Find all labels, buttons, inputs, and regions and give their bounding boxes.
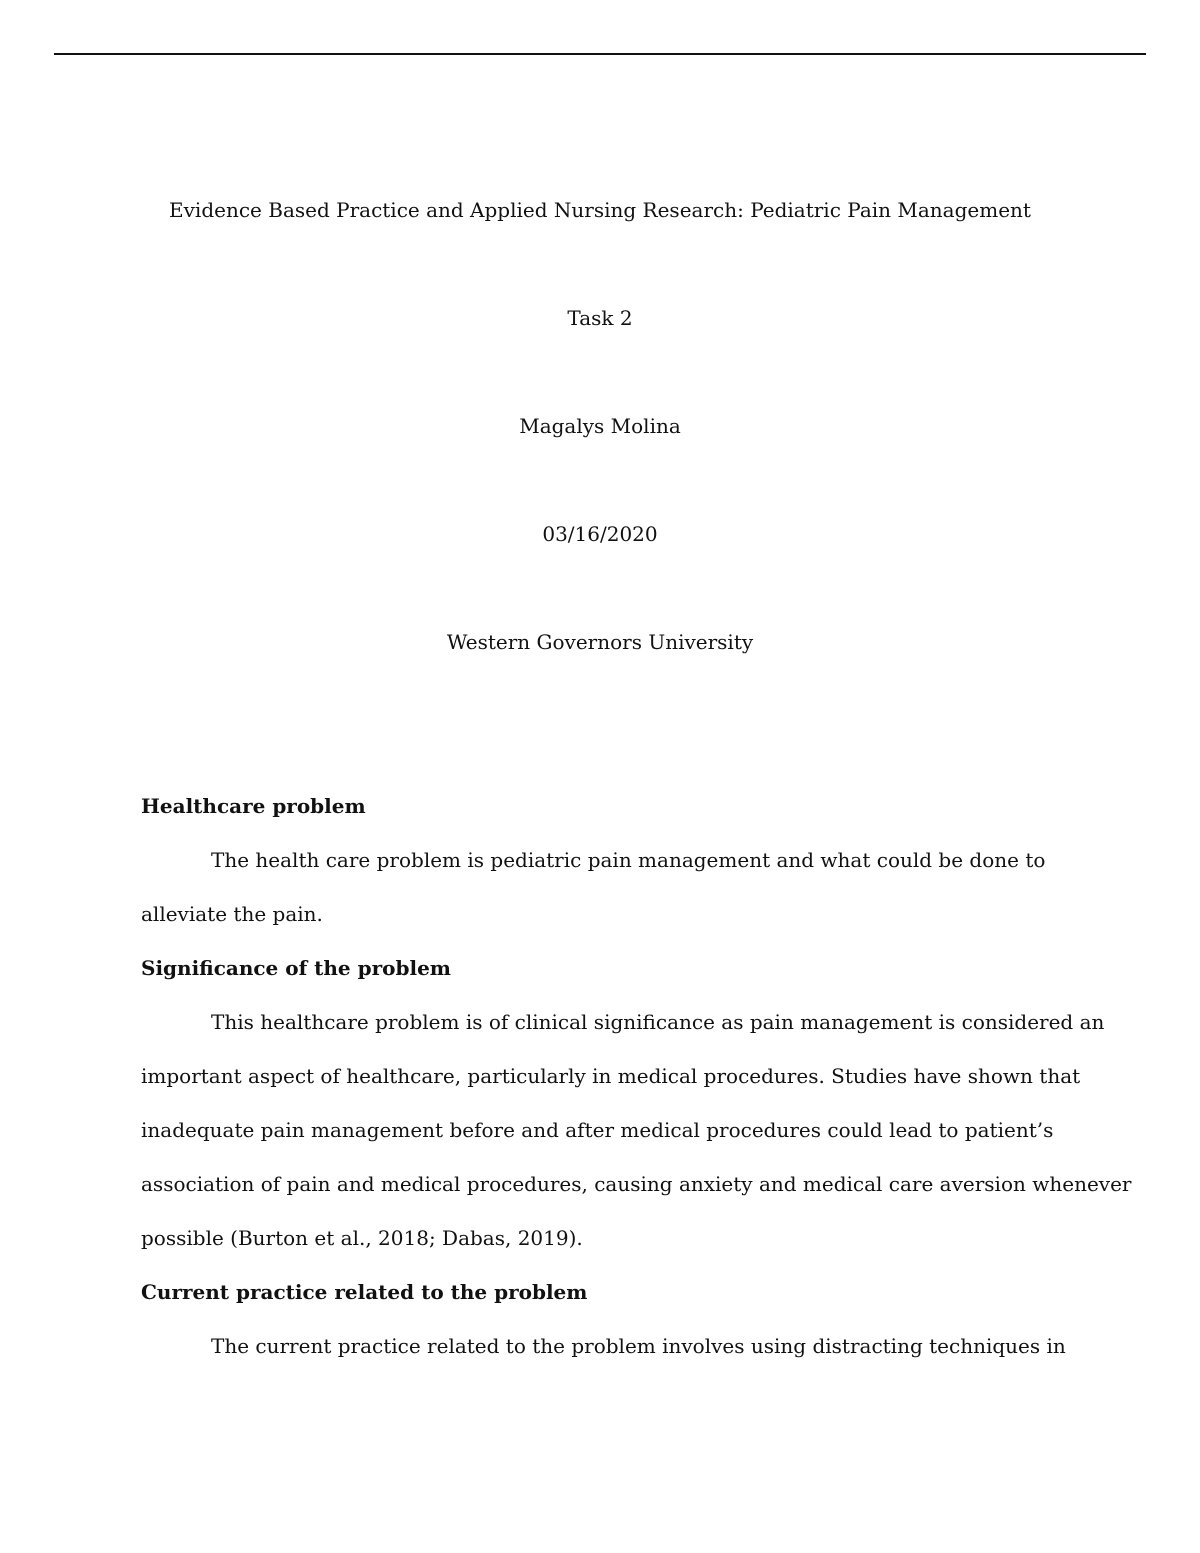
paragraph-line: inadequate pain management before and after medical procedures could lead to patient’s <box>141 1118 1054 1142</box>
paragraph-line: The current practice related to the problem involves using distracting techniques in <box>211 1334 1066 1358</box>
section-heading-current-practice: Current practice related to the problem <box>141 1280 588 1304</box>
document-body <box>141 790 1132 1384</box>
paragraph-line: important aspect of healthcare, particularly in medical procedures. Studies have shown that <box>141 1064 1081 1088</box>
section-heading-significance: Significance of the problem <box>141 956 451 980</box>
paragraph-line: possible (Burton et al., 2018; Dabas, 2019). <box>141 1226 583 1250</box>
section-heading-healthcare-problem: Healthcare problem <box>141 794 366 818</box>
paper-title: Evidence Based Practice and Applied Nursing Research: Pediatric Pain Management <box>169 198 1031 222</box>
paragraph-line: This healthcare problem is of clinical significance as pain management is considered an <box>211 1010 1105 1034</box>
submission-date: 03/16/2020 <box>542 522 658 546</box>
paragraph-line: alleviate the pain. <box>141 902 323 926</box>
task-label: Task 2 <box>567 306 633 330</box>
title-block <box>0 193 1200 733</box>
author-name: Magalys Molina <box>519 414 681 438</box>
header-rule <box>54 53 1146 55</box>
institution-name: Western Governors University <box>446 630 754 654</box>
paragraph-line: The health care problem is pediatric pain management and what could be done to <box>211 848 1046 872</box>
paragraph-line: association of pain and medical procedures, causing anxiety and medical care aversion whenever <box>141 1172 1132 1196</box>
